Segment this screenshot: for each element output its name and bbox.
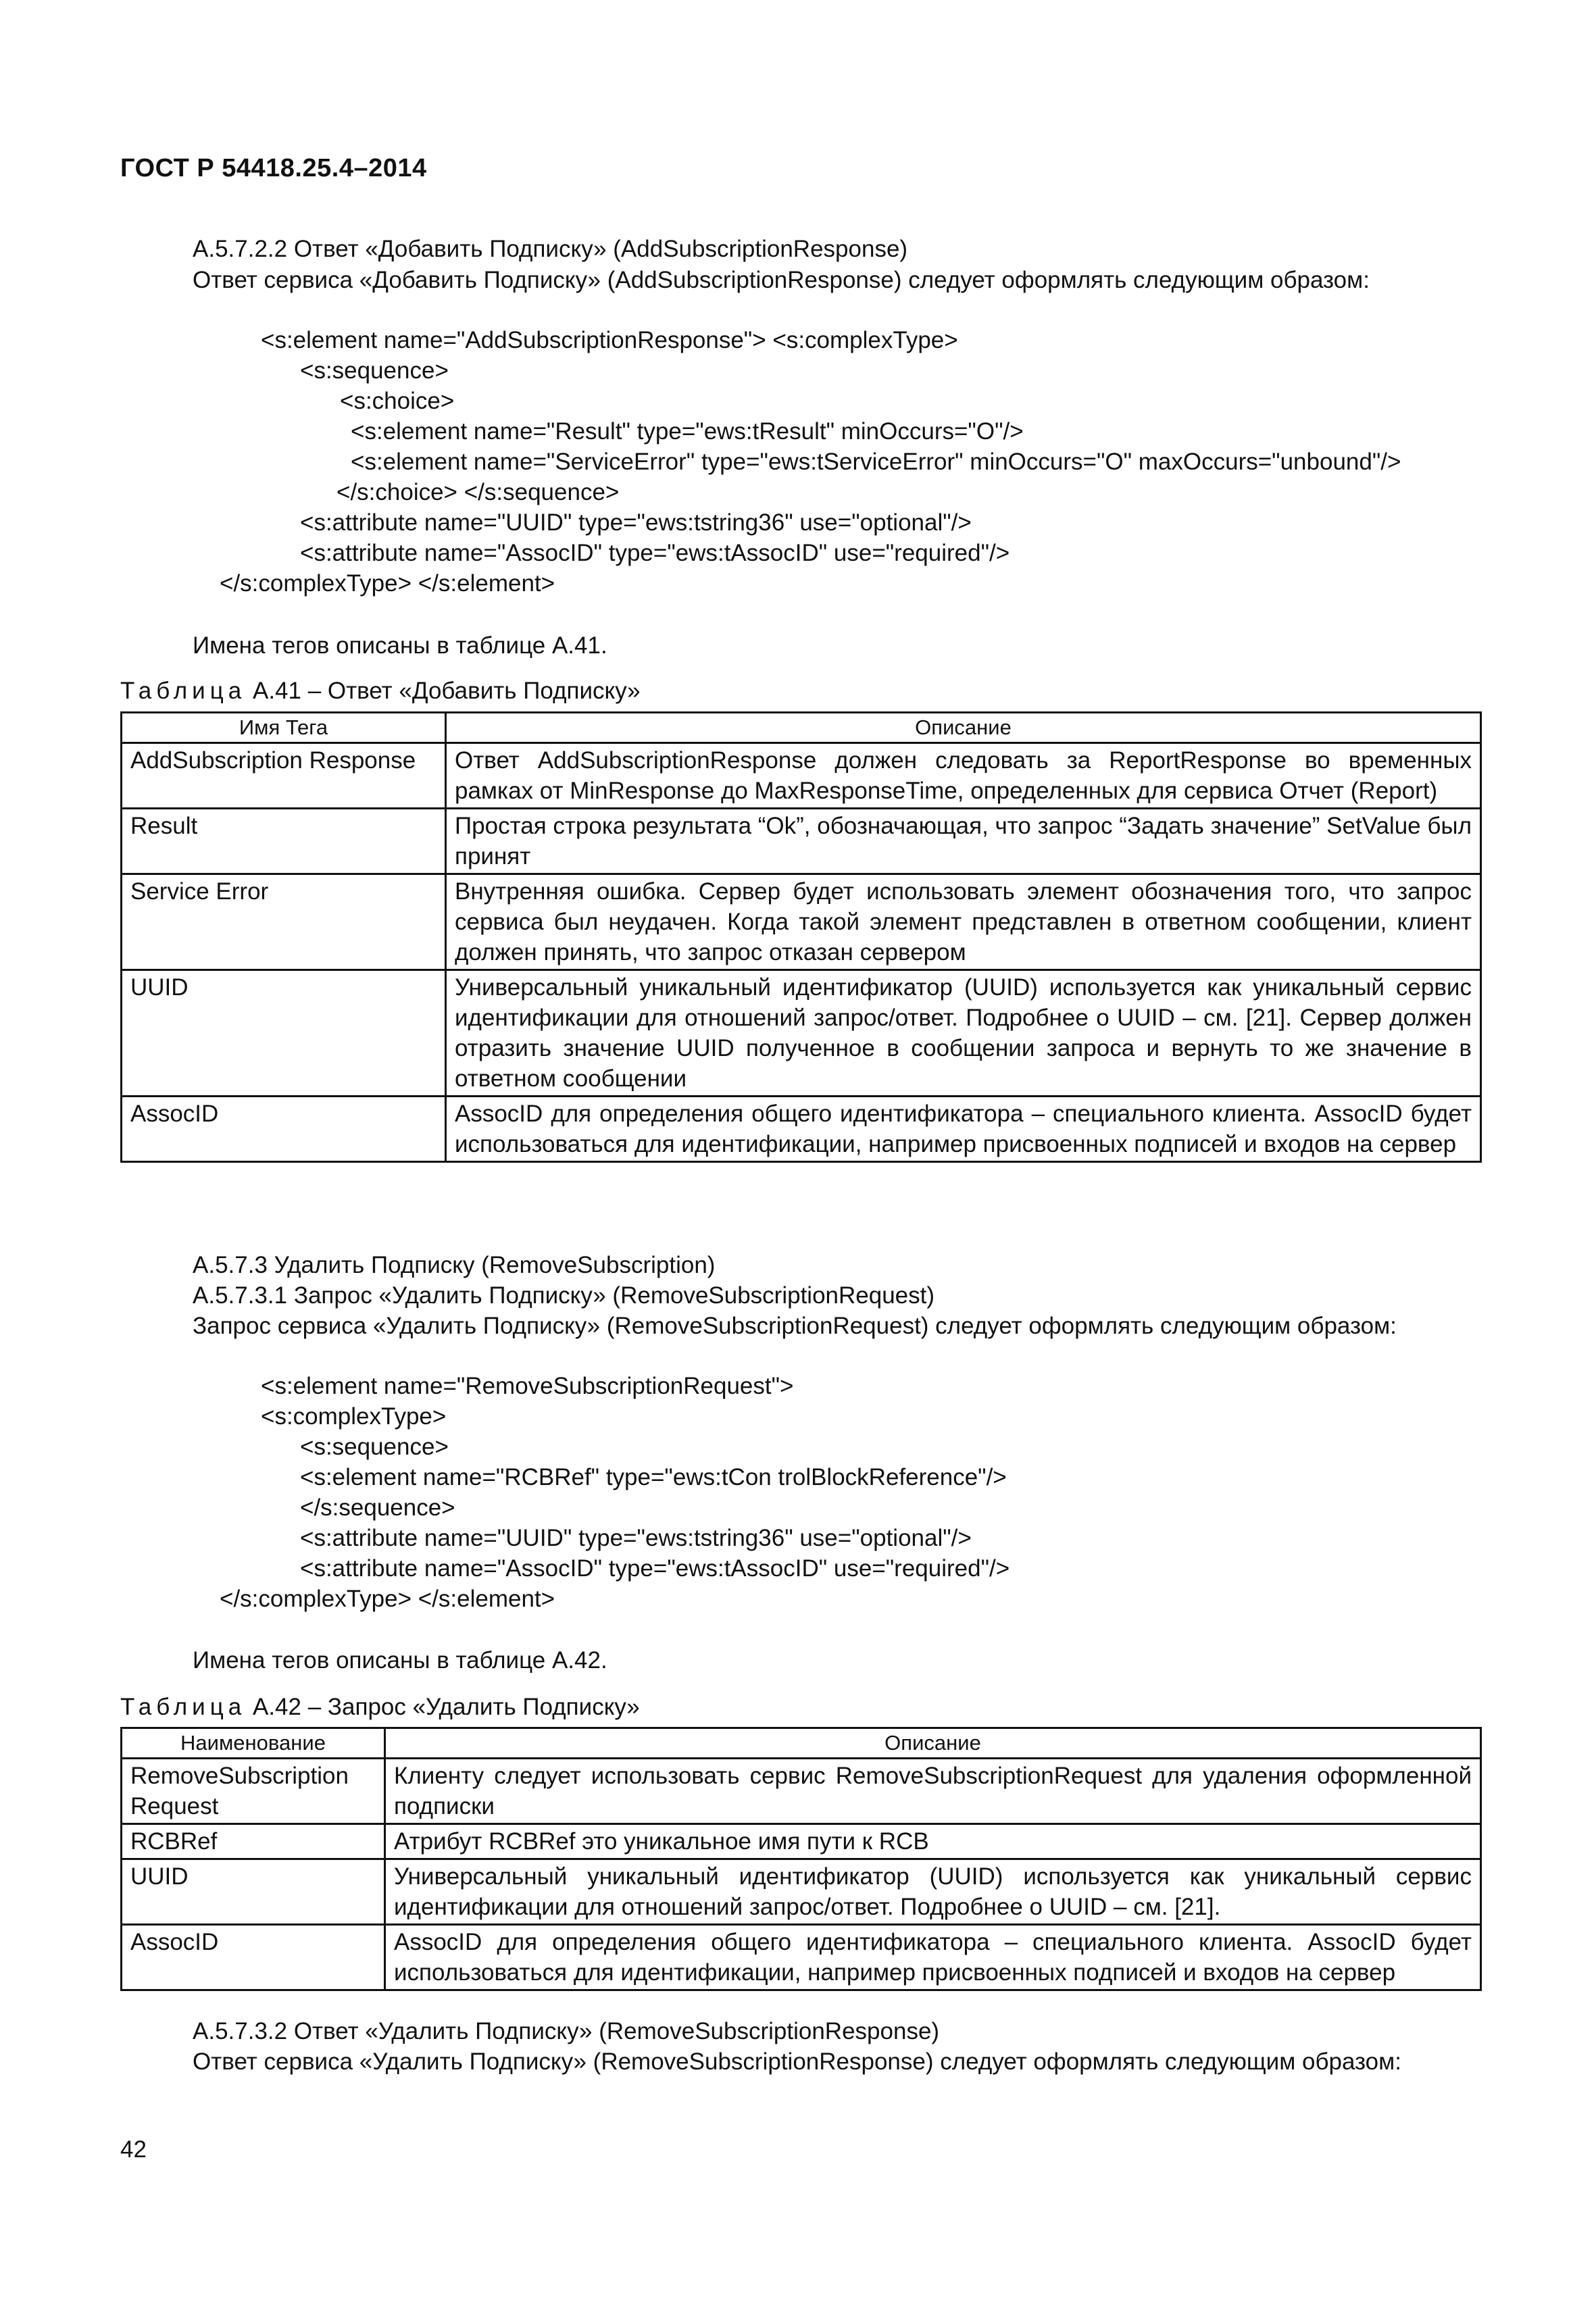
section-heading-a5732: А.5.7.3.2 Ответ «Удалить Подписку» (RemoveSubscriptionResponse) xyxy=(193,2018,940,2044)
code-line: <s:element name="AddSubscriptionResponse"> <s:complexType> xyxy=(261,327,958,353)
description-cell: Простая строка результата “Ok”, обозначающая, что запрос “Задать значение” SetValue был принят xyxy=(446,809,1481,874)
code-line: <s:attribute name="AssocID" type="ews:tAssocID" use="required"/> xyxy=(300,1555,1010,1582)
code-line: <s:element name="Result" type="ews:tResult" minOccurs="O"/> xyxy=(351,418,1024,445)
description-cell: Универсальный уникальный идентификатор (UUID) используется как уникальный сервис идентификации для отношений запрос/ответ. Подробнее о UUID – см. [21]. xyxy=(385,1859,1481,1925)
code-line: <s:sequence> xyxy=(300,1434,449,1460)
table-reference-note: Имена тегов описаны в таблице А.42. xyxy=(193,1647,607,1674)
tag-name-cell: Service Error xyxy=(122,874,446,970)
section-intro: Ответ сервиса «Добавить Подписку» (AddSubscriptionResponse) следует оформлять следующим образом: xyxy=(193,267,1370,293)
table-caption xyxy=(120,678,641,705)
code-line: <s:attribute name="AssocID" type="ews:tAssocID" use="required"/> xyxy=(300,540,1010,566)
code-line: <s:sequence> xyxy=(300,357,449,384)
tag-name-cell: AddSubscription Response xyxy=(122,743,446,809)
table-reference-note: Имена тегов описаны в таблице А.41. xyxy=(193,632,607,659)
table-row xyxy=(122,874,1481,970)
table-row xyxy=(122,809,1481,874)
document-id-header: ГОСТ Р 54418.25.4–2014 xyxy=(120,154,427,182)
code-line: <s:element name="ServiceError" type="ews:tServiceError" minOccurs="O" maxOccurs="unbound"/> xyxy=(351,449,1401,475)
section-intro: Запрос сервиса «Удалить Подписку» (RemoveSubscriptionRequest) следует оформлять следующим образом: xyxy=(193,1313,1397,1339)
description-cell: AssocID для определения общего идентификатора – специального клиента. AssocID будет использоваться для идентификации, например присвоенных подписей и входов на сервер xyxy=(446,1097,1481,1162)
column-header-description: Описание xyxy=(446,713,1481,743)
table-a41 xyxy=(120,711,1482,1163)
table-header-row xyxy=(122,713,1481,743)
name-cell: UUID xyxy=(122,1859,385,1925)
section-heading-a57222: А.5.7.2.2 Ответ «Добавить Подписку» (AddSubscriptionResponse) xyxy=(193,236,908,262)
table-row xyxy=(122,1759,1481,1824)
table-row xyxy=(122,970,1481,1097)
tag-name-cell: UUID xyxy=(122,970,446,1097)
name-cell: AssocID xyxy=(122,1925,385,1990)
column-header-tag-name: Имя Тега xyxy=(122,713,446,743)
column-header-name: Наименование xyxy=(122,1728,385,1759)
table-caption-text: А.42 – Запрос «Удалить Подписку» xyxy=(252,1694,640,1720)
description-cell: Внутренняя ошибка. Сервер будет использовать элемент обозначения того, что запрос сервиса был неудачен. Когда такой элемент представлен в ответном сообщении, клиент должен принять, что запрос отказан сервером xyxy=(446,874,1481,970)
description-cell: AssocID для определения общего идентификатора – специального клиента. AssocID будет использоваться для идентификации, например присвоенных подписей и входов на сервер xyxy=(385,1925,1481,1990)
section-intro: Ответ сервиса «Удалить Подписку» (RemoveSubscriptionResponse) следует оформлять следующим образом: xyxy=(193,2048,1401,2075)
section-heading-a573: А.5.7.3 Удалить Подписку (RemoveSubscription) xyxy=(193,1252,716,1278)
table-row xyxy=(122,743,1481,809)
code-line: <s:element name="RCBRef" type="ews:tCon trolBlockReference"/> xyxy=(300,1464,1007,1490)
table-row xyxy=(122,1925,1481,1990)
description-cell: Атрибут RCBRef это уникальное имя пути к RCB xyxy=(385,1824,1481,1859)
code-line: </s:complexType> </s:element> xyxy=(220,570,555,597)
table-caption-text: А.41 – Ответ «Добавить Подписку» xyxy=(252,678,641,704)
table-caption xyxy=(120,1694,640,1721)
table-header-row xyxy=(122,1728,1481,1759)
code-line: </s:choice> </s:sequence> xyxy=(336,479,620,505)
description-cell: Универсальный уникальный идентификатор (UUID) используется как уникальный сервис идентификации для отношений запрос/ответ. Подробнее о UUID – см. [21]. Сервер должен отразить значение UUID полученное в сообщении запроса и вернуть то же значение в ответном сообщении xyxy=(446,970,1481,1097)
column-header-description: Описание xyxy=(385,1728,1481,1759)
code-line: <s:complexType> xyxy=(261,1403,447,1430)
name-cell: RemoveSubscription Request xyxy=(122,1759,385,1824)
name-cell: RCBRef xyxy=(122,1824,385,1859)
table-caption-label: Таблица xyxy=(120,1694,247,1720)
tag-name-cell: Result xyxy=(122,809,446,874)
description-cell: Клиенту следует использовать сервис RemoveSubscriptionRequest для удаления оформленной подписки xyxy=(385,1759,1481,1824)
tag-name-cell: AssocID xyxy=(122,1097,446,1162)
description-cell: Ответ AddSubscriptionResponse должен следовать за ReportResponse во временных рамках от MinResponse до MaxResponseTime, определенных для сервиса Отчет (Report) xyxy=(446,743,1481,809)
code-line: <s:choice> xyxy=(340,388,455,414)
code-line: </s:complexType> </s:element> xyxy=(220,1586,555,1612)
code-line: </s:sequence> xyxy=(300,1494,455,1521)
code-line: <s:attribute name="UUID" type="ews:tstring36" use="optional"/> xyxy=(300,509,972,536)
code-line: <s:attribute name="UUID" type="ews:tstring36" use="optional"/> xyxy=(300,1525,972,1551)
table-caption-label: Таблица xyxy=(120,678,247,704)
section-heading-a5731: А.5.7.3.1 Запрос «Удалить Подписку» (RemoveSubscriptionRequest) xyxy=(193,1282,935,1309)
page-number: 42 xyxy=(120,2136,147,2163)
table-row xyxy=(122,1824,1481,1859)
table-a42 xyxy=(120,1727,1482,1991)
code-line: <s:element name="RemoveSubscriptionRequest"> xyxy=(261,1373,794,1399)
table-row xyxy=(122,1859,1481,1925)
table-row xyxy=(122,1097,1481,1162)
